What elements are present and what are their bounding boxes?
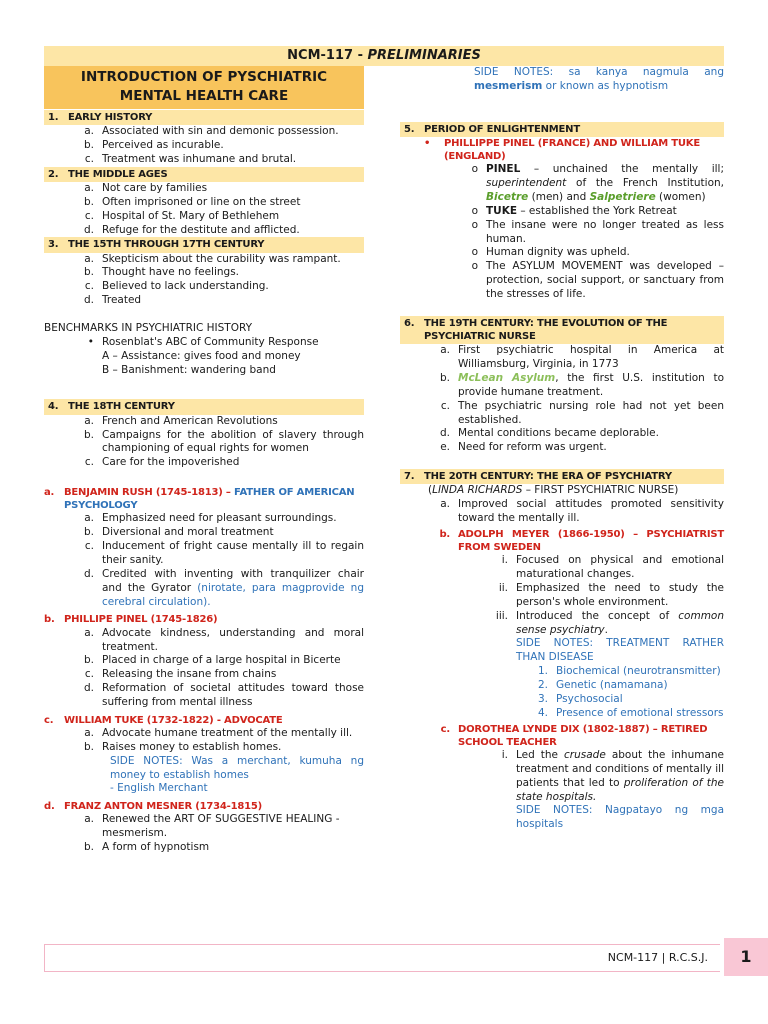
rush-heading: a. BENJAMIN RUSH (1745-1813) – FATHER OF AMERICAN PSYCHOLOGY bbox=[44, 487, 355, 512]
list-item: ii. Emphasized the need to study the person's whole environment. bbox=[498, 581, 724, 608]
page-footer: NCM-117 | R.C.S.J. bbox=[44, 944, 720, 972]
list-item: a. Advocate kindness, understanding and moral treatment. bbox=[84, 626, 364, 653]
list-item: a. French and American Revolutions bbox=[84, 414, 278, 427]
list-item: 2. Genetic (namamana) bbox=[537, 679, 668, 691]
list-item: • Rosenblat's ABC of Community Response bbox=[87, 335, 319, 348]
list-item: a. Skepticism about the curability was rampant. bbox=[84, 252, 341, 265]
meyer-heading: b. ADOLPH MEYER (1866-1950) – PSYCHIATRIST FROM SWEDEN bbox=[439, 528, 724, 554]
tuke-side-note-2: - English Merchant bbox=[110, 782, 208, 795]
section-2-list bbox=[44, 182, 364, 237]
tuke-list bbox=[44, 727, 364, 796]
section-3-heading: 3. THE 15TH THROUGH 17TH CENTURY bbox=[44, 237, 364, 252]
dix-list bbox=[400, 749, 724, 832]
section-3-list bbox=[44, 253, 364, 308]
list-item: 1. Biochemical (neurotransmitter) bbox=[537, 665, 721, 678]
rush-list bbox=[44, 512, 364, 609]
list-item: d. Credited with inventing with tranquilizer chair and the Gyrator (nirotate, para magprovide ng cerebral circulation). bbox=[83, 567, 364, 608]
section-4-list bbox=[44, 415, 364, 470]
list-item: b. Raises money to establish homes. bbox=[83, 740, 282, 753]
benchmark-a: A – Assistance: gives food and money bbox=[102, 349, 301, 362]
right-column bbox=[400, 66, 724, 832]
list-item: o The ASYLUM MOVEMENT was developed – protection, social support, or sanctuary from the stresses of life. bbox=[471, 260, 724, 301]
list-item: c. Inducement of fright cause mentally ill to regain their sanity. bbox=[84, 540, 364, 567]
dix-heading: c. DOROTHEA LYNDE DIX (1802-1887) – RETIRED SCHOOL TEACHER bbox=[440, 723, 708, 748]
list-item: b. Campaigns for the abolition of slavery through championing of equal rights for women bbox=[83, 428, 364, 455]
list-item: a. Emphasized need for pleasant surroundings. bbox=[84, 512, 337, 525]
dix-block bbox=[400, 723, 724, 749]
list-item: a. Not care by families bbox=[84, 181, 208, 194]
list-item: iii. Introduced the concept of common sense psychiatry. bbox=[495, 609, 724, 636]
list-item: b. Perceived as incurable. bbox=[83, 139, 224, 152]
benchmarks-heading: BENCHMARKS IN PSYCHIATRIC HISTORY bbox=[44, 322, 253, 335]
list-item: c. Hospital of St. Mary of Bethlehem bbox=[84, 209, 280, 222]
list-item: i. Focused on physical and emotional maturational changes. bbox=[501, 554, 724, 581]
list-item: 4. Presence of emotional stressors bbox=[537, 706, 724, 719]
list-item: c. The psychiatric nursing role had not yet been established. bbox=[440, 399, 724, 426]
list-item: c. Believed to lack understanding. bbox=[84, 280, 269, 293]
list-item: a. Advocate humane treatment of the mentally ill. bbox=[84, 727, 353, 739]
list-item: o TUKE – established the York Retreat bbox=[471, 204, 677, 217]
section-7-subtitle: (LINDA RICHARDS – FIRST PSYCHIATRIC NURSE) bbox=[428, 484, 679, 497]
meyer-side-note: SIDE NOTES: TREATMENT RATHER THAN DISEASE bbox=[516, 637, 724, 664]
list-item: b. McLean Asylum, the first U.S. institution to provide humane treatment. bbox=[439, 371, 724, 398]
benchmarks-list bbox=[44, 336, 364, 378]
list-item: a. First psychiatric hospital in America at Williamsburg, Virginia, in 1773 bbox=[440, 344, 724, 371]
list-item: o PINEL – unchained the mentally ill; superintendent of the French Institution, Bicetre (men) and Salpetriere (women) bbox=[471, 163, 724, 203]
tuke-heading: c. WILLIAM TUKE (1732-1822) - ADVOCATE bbox=[44, 714, 283, 726]
dix-side-note: SIDE NOTES: Nagpatayo ng mga hospitals bbox=[516, 804, 724, 831]
section-2-heading: 2. THE MIDDLE AGES bbox=[44, 167, 364, 182]
list-item: a. Associated with sin and demonic possession. bbox=[84, 125, 339, 138]
list-item: d. Reformation of societal attitudes toward those suffering from mental illness bbox=[83, 682, 364, 708]
list-item: a. Renewed the ART OF SUGGESTIVE HEALING - mesmerism. bbox=[84, 813, 340, 840]
list-item: b. A form of hypnotism bbox=[83, 841, 210, 854]
list-item: d. Treated bbox=[83, 294, 142, 307]
list-item: d. Mental conditions became deplorable. bbox=[439, 427, 659, 440]
section-4-heading: 4. THE 18TH CENTURY bbox=[44, 399, 364, 414]
intro-title: INTRODUCTION OF PYSCHIATRIC MENTAL HEALTH CARE bbox=[44, 66, 364, 109]
left-column bbox=[44, 66, 364, 855]
list-item: c. Releasing the insane from chains bbox=[84, 668, 277, 681]
section-5-list bbox=[400, 163, 724, 302]
mesner-list bbox=[44, 813, 364, 855]
list-item: c. Care for the impoverished bbox=[84, 456, 240, 469]
list-item: d. Refuge for the destitute and afflicted. bbox=[83, 223, 300, 236]
section-5-heading: 5. PERIOD OF ENLIGHTENMENT bbox=[400, 122, 724, 137]
section-1-heading: 1. EARLY HISTORY bbox=[44, 110, 364, 125]
pinel-tuke-bullet: • PHILLIPPE PINEL (FRANCE) AND WILLIAM TUKE (ENGLAND) bbox=[424, 137, 700, 163]
meyer-numbered-list bbox=[490, 665, 724, 720]
mesmerism-side-note: SIDE NOTES: sa kanya nagmula ang mesmerism or known as hypnotism bbox=[474, 66, 724, 92]
list-item: o Human dignity was upheld. bbox=[471, 246, 630, 259]
pinel-list bbox=[44, 627, 364, 710]
meyer-list bbox=[400, 554, 724, 720]
section-6-list bbox=[400, 344, 724, 455]
list-item: a. Improved social attitudes promoted sensitivity toward the mentally ill. bbox=[440, 498, 724, 525]
list-item: b. Often imprisoned or line on the street bbox=[83, 195, 301, 208]
list-item: i. Led the crusade about the inhumane treatment and conditions of mentally ill patients that led to proliferation of the state hospitals. bbox=[501, 748, 725, 803]
list-item: o The insane were no longer treated as less human. bbox=[471, 218, 724, 245]
pinel-heading: b. PHILLIPE PINEL (1745-1826) bbox=[44, 614, 218, 626]
list-item: c. Treatment was inhumane and brutal. bbox=[84, 152, 297, 165]
list-item: 3. Psychosocial bbox=[537, 692, 623, 705]
list-item: b. Thought have no feelings. bbox=[83, 266, 240, 279]
list-item: b. Diversional and moral treatment bbox=[83, 526, 274, 539]
benchmark-b: B – Banishment: wandering band bbox=[102, 363, 276, 376]
section-7-heading: 7. THE 20TH CENTURY: THE ERA OF PSYCHIATRY bbox=[400, 469, 724, 484]
mesner-heading: d. FRANZ ANTON MESNER (1734-1815) bbox=[44, 801, 262, 813]
page-header: NCM-117 - PRELIMINARIES bbox=[44, 46, 724, 66]
tuke-side-note: SIDE NOTES: Was a merchant, kumuha ng money to establish homes bbox=[110, 754, 364, 781]
section-6-heading: 6. THE 19TH CENTURY: THE EVOLUTION OF THE PSYCHIATRIC NURSE bbox=[400, 316, 724, 344]
section-1-list bbox=[44, 125, 364, 167]
page-number: 1 bbox=[724, 938, 768, 976]
section-7-list bbox=[400, 498, 724, 554]
list-item: e. Need for reform was urgent. bbox=[440, 441, 607, 454]
list-item: b. Placed in charge of a large hospital in Bicerte bbox=[83, 654, 341, 667]
